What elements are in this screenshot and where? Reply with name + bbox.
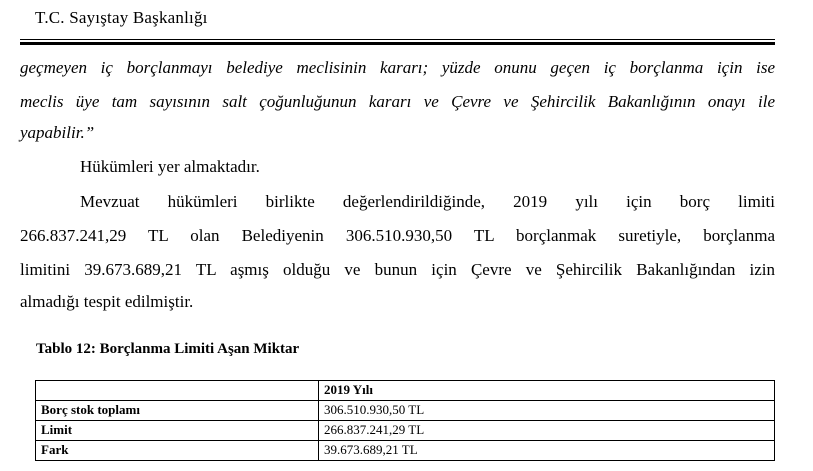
table-row-label: Fark (36, 441, 319, 461)
paragraph-line-2: 266.837.241,29 TL olan Belediyenin 306.510.930,50 TL borçlanmak suretiyle, borçlanma (20, 226, 775, 245)
page-header-title: T.C. Sayıştay Başkanlığı (35, 8, 208, 27)
table-header-row (36, 381, 775, 401)
table-row-value: 266.837.241,29 TL (319, 421, 775, 441)
paragraph-line-1: Mevzuat hükümleri birlikte değerlendirildiğinde, 2019 yılı için borç limiti (80, 192, 775, 211)
header-rule-thick (20, 42, 775, 45)
table-header-empty-cell (36, 381, 319, 401)
quote-line-1: geçmeyen iç borçlanmayı belediye meclisinin kararı; yüzde onunu geçen iç borçlanma için ise (20, 58, 775, 77)
table-row-value: 39.673.689,21 TL (319, 441, 775, 461)
table-column-header: 2019 Yılı (319, 381, 775, 401)
table-row-label: Limit (36, 421, 319, 441)
paragraph-line-4: almadığı tespit edilmiştir. (20, 292, 194, 311)
quote-line-3: yapabilir.” (20, 123, 95, 142)
table-row (36, 441, 775, 461)
table-row-value: 306.510.930,50 TL (319, 401, 775, 421)
body-sentence: Hükümleri yer almaktadır. (80, 157, 260, 176)
quote-line-2: meclis üye tam sayısının salt çoğunluğunun kararı ve Çevre ve Şehircilik Bakanlığının onayı ile (20, 92, 775, 111)
table-caption: Tablo 12: Borçlanma Limiti Aşan Miktar (36, 341, 300, 357)
table-row (36, 401, 775, 421)
table-row-label: Borç stok toplamı (36, 401, 319, 421)
paragraph-line-3: limitini 39.673.689,21 TL aşmış olduğu ve bunun için Çevre ve Şehircilik Bakanlığından izin (20, 260, 775, 279)
borrowing-limit-table (35, 380, 775, 461)
table-row (36, 421, 775, 441)
header-rule-thin (20, 39, 775, 40)
